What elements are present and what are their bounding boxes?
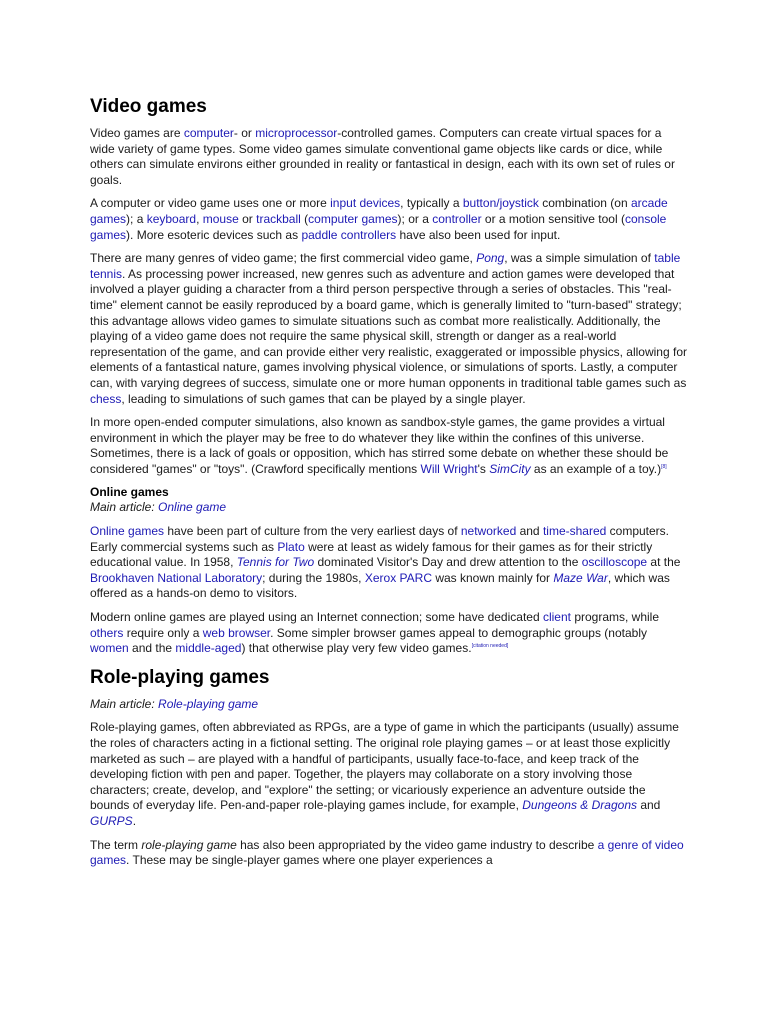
link-controller[interactable]: controller xyxy=(432,211,482,226)
text-run: ); or a xyxy=(397,211,433,226)
text-run: as an example of a toy.) xyxy=(530,461,662,476)
link-console-games[interactable]: console games xyxy=(90,211,667,242)
link-maze-war[interactable]: Maze War xyxy=(553,570,608,585)
link-client[interactable]: client xyxy=(542,610,571,625)
link-microprocessor[interactable]: microprocessor xyxy=(255,126,338,140)
text-run: ; during the 1980s, xyxy=(262,570,365,585)
text-run: A computer or video game uses one or more xyxy=(90,196,331,211)
text-run: , which was offered as a hands-on demo to visitors. xyxy=(90,570,670,601)
link-oscilloscope[interactable]: oscilloscope xyxy=(581,555,648,570)
term-role-playing-game: role-playing game xyxy=(141,837,237,852)
text-run: and the xyxy=(128,641,176,656)
link-computer-games[interactable]: computer games xyxy=(308,211,398,226)
text-run: , xyxy=(196,211,203,226)
text-run: . These may be single-player games where one player experiences a xyxy=(126,853,493,868)
paragraph-input-devices xyxy=(90,196,688,243)
link-web-browser[interactable]: web browser xyxy=(202,625,271,640)
text-run: . As processing power increased, new genres such as adventure and action games were developed that involved a player guiding a character from a third person perspective through a series of obstacles. This "real-time" element cannot be easily reproduced by a board game, which is generally limited to "turn-based" strategy; this advantage allows video games to simulate situations such as combat more realistically. Additionally, the playing of a video game does not require the same physical skill, strength or danger as a real-world representation of the game, and can provide either very realistic, exaggerated or impossible physics, allowing for elements of a fantastical nature, games involving physical violence, or simulations of sports. Lastly, a computer can, with varying degrees of success, simulate one or more human opponents in traditional table games such as xyxy=(90,266,687,390)
text-run: -controlled games. Computers can create virtual spaces for a wide variety of game types. Some video games simulate conventional game objects like cards or dice, while others can simulate environs either grounded in reality or fantastical in design, each with its own set of rules or goals. xyxy=(90,126,675,187)
text-run: , leading to simulations of such games that can be played by a single player. xyxy=(121,391,526,406)
text-run: were at least as widely famous for their games as for their strictly educational value. In 1958, xyxy=(90,539,653,570)
link-genre-of-video-games[interactable]: a genre of video games xyxy=(90,837,684,868)
text-run: have been part of culture from the very earliest days of xyxy=(164,524,461,539)
text-run: or a motion sensitive tool ( xyxy=(481,211,625,226)
link-arcade-games[interactable]: arcade games xyxy=(90,196,668,226)
link-trackball[interactable]: trackball xyxy=(256,211,301,226)
paragraph-rpg-intro xyxy=(90,720,688,829)
section-heading-role-playing-games: Role-playing games xyxy=(90,666,270,688)
link-computer[interactable]: computer xyxy=(183,126,234,140)
link-online-game-article[interactable]: Online game xyxy=(158,500,227,515)
link-xerox-parc[interactable]: Xerox PARC xyxy=(364,570,432,585)
text-run: 's xyxy=(477,461,490,476)
main-article-note xyxy=(90,500,688,516)
text-run: programs, while xyxy=(570,610,660,625)
link-dungeons-dragons[interactable]: Dungeons & Dragons xyxy=(522,798,637,813)
text-run: - or xyxy=(233,126,256,140)
link-middle-aged[interactable]: middle-aged xyxy=(175,641,242,656)
link-time-shared[interactable]: time-shared xyxy=(542,524,607,539)
link-chess[interactable]: chess xyxy=(90,391,122,406)
text-run: In more open-ended computer simulations, also known as sandbox-style games, the game provides a virtual environment in which the player may be free to do whatever they like within the confines of this universe. Sometimes, there is a lack of goals or opposition, which has stirred some debate on whether these should be considered "games" or "toys". (Crawford specifically mentions xyxy=(90,415,669,476)
main-article-note xyxy=(90,697,688,713)
text-run: Role-playing games, often abbreviated as RPGs, are a type of game in which the participants (usually) assume the roles of characters acting in a fictional setting. The original role playing games – or at least those explicitly marketed as such – are played with a handful of participants, usually face-to-face, and keep track of the developing fiction with pen and paper. Together, the players may collaborate on a story involving those characters; create, develop, and "explore" the setting; or vicariously experience an adventure outside the bounds of everyday life. Pen-and-paper role-playing games include, for example, xyxy=(90,720,679,813)
text-run: ) that otherwise play very few video games. xyxy=(241,641,472,656)
link-online-games[interactable]: Online games xyxy=(90,524,165,539)
text-run: and xyxy=(516,524,543,539)
link-networked[interactable]: networked xyxy=(460,524,517,539)
link-pong[interactable]: Pong xyxy=(476,251,505,266)
text-run: ). More esoteric devices such as xyxy=(126,227,302,242)
link-button-joystick[interactable]: button/joystick xyxy=(462,196,539,211)
citation-ref[interactable]: [8] xyxy=(661,463,667,470)
text-run: The term xyxy=(90,837,142,852)
link-input-devices[interactable]: input devices xyxy=(330,196,401,211)
text-run: , typically a xyxy=(400,196,463,211)
text-run: , was a simple simulation of xyxy=(504,251,655,266)
section-heading-video-games: Video games xyxy=(90,96,207,117)
main-article-prefix: Main article: xyxy=(90,696,159,711)
text-run: Video games are xyxy=(90,126,184,140)
text-run: computers. Early commercial systems such as xyxy=(90,524,670,554)
text-run: have also been used for input. xyxy=(396,227,561,242)
link-others[interactable]: others xyxy=(90,625,124,640)
main-article-prefix: Main article: xyxy=(90,500,159,515)
link-gurps[interactable]: GURPS xyxy=(90,813,133,828)
text-run: was known mainly for xyxy=(432,570,554,585)
text-run: dominated Visitor's Day and drew attention to the xyxy=(314,555,582,570)
paragraph-genres xyxy=(90,251,688,407)
citation-needed-ref[interactable]: [citation needed] xyxy=(471,643,509,650)
paragraph-online-history xyxy=(90,524,688,602)
link-role-playing-game-article[interactable]: Role-playing game xyxy=(158,696,259,711)
link-mouse[interactable]: mouse xyxy=(202,211,239,226)
link-keyboard[interactable]: keyboard xyxy=(146,211,197,226)
text-run: and xyxy=(637,798,661,813)
link-plato[interactable]: Plato xyxy=(277,539,305,554)
text-run: ( xyxy=(300,211,309,226)
text-run: has also been appropriated by the video game industry to describe xyxy=(236,837,598,852)
link-will-wright[interactable]: Will Wright xyxy=(420,461,478,476)
link-women[interactable]: women xyxy=(90,641,129,656)
section-heading-online-games: Online games xyxy=(90,485,169,500)
text-run: at the xyxy=(647,555,681,570)
text-run: require only a xyxy=(123,625,203,640)
paragraph-video-games-intro xyxy=(90,126,688,188)
text-run: combination (on xyxy=(538,196,631,211)
text-run: There are many genres of video game; the first commercial video game, xyxy=(90,251,477,266)
text-run: Modern online games are played using an Internet connection; some have dedicated xyxy=(90,610,543,625)
paragraph-rpg-video xyxy=(90,838,688,869)
link-table-tennis[interactable]: table tennis xyxy=(90,251,681,281)
text-run: ); a xyxy=(126,211,147,226)
link-brookhaven[interactable]: Brookhaven National Laboratory xyxy=(90,570,263,585)
link-simcity[interactable]: SimCity xyxy=(489,461,531,476)
text-run: . Some simpler browser games appeal to demographic groups (notably xyxy=(270,625,647,640)
text-run: . xyxy=(132,813,137,828)
link-paddle-controllers[interactable]: paddle controllers xyxy=(301,227,397,242)
text-run: or xyxy=(238,211,257,226)
paragraph-online-modern xyxy=(90,610,688,657)
paragraph-sandbox xyxy=(90,415,688,477)
link-tennis-for-two[interactable]: Tennis for Two xyxy=(236,555,315,570)
